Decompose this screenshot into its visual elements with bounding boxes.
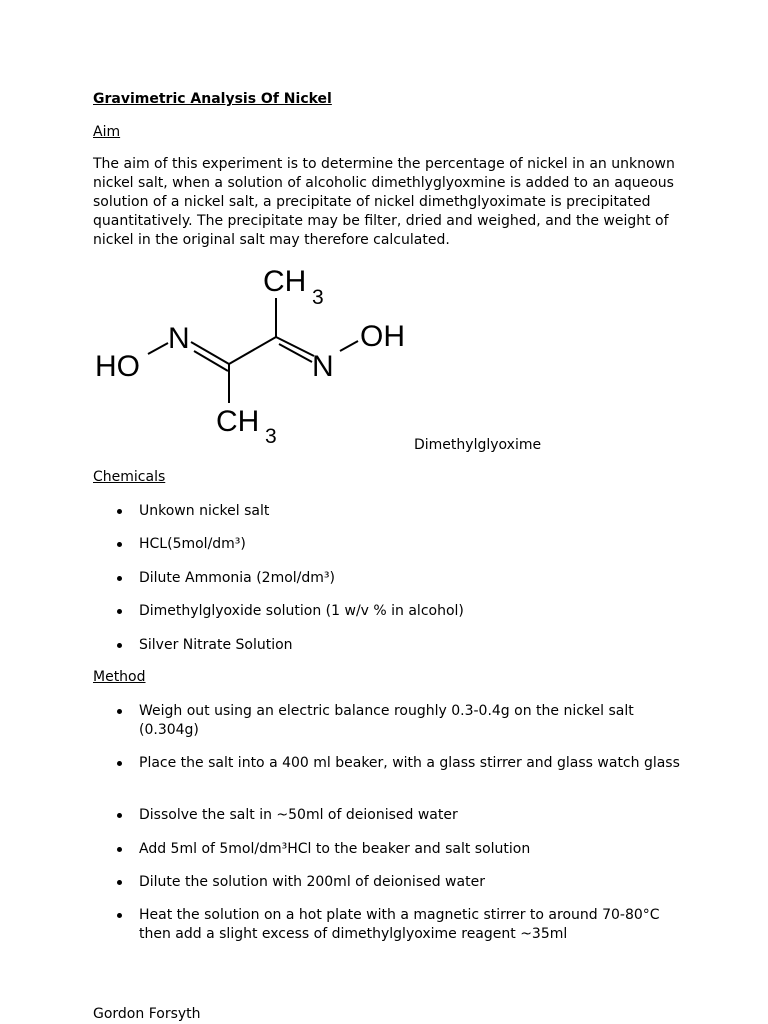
page-title: Gravimetric Analysis Of Nickel (93, 91, 332, 107)
ch3-top-label: CH (263, 265, 307, 298)
dimethylglyoxime-structure (88, 258, 428, 448)
list-item: Place the salt into a 400 ml beaker, with a glass stirrer and glass watch glass (139, 754, 684, 773)
aim-paragraph: The aim of this experiment is to determine the percentage of nickel in an unknown nickel salt, when a solution of alcoholic dimethlyglyoxmine is added to an aqueous solution of a nickel salt, a precipitate of nickel dimethglyoximate is precipitated quantitatively. The precipitate may be filter, dried and weighed, and the weight of nickel in the original salt may therefore calculated. (93, 156, 675, 248)
list-item: Weigh out using an electric balance roughly 0.3-0.4g on the nickel salt (0.304g) (139, 702, 684, 740)
oh-right-label: OH (360, 320, 405, 353)
method-heading: Method (93, 669, 146, 685)
aim-heading: Aim (93, 124, 121, 140)
n-left-label: N (168, 322, 190, 355)
chemicals-heading: Chemicals (93, 469, 166, 485)
list-item: Unkown nickel salt (139, 502, 684, 521)
list-item: Heat the solution on a hot plate with a magnetic stirrer to around 70-80°C then add a slight excess of dimethylglyoxime reagent ~35ml (139, 906, 684, 944)
ch3-top-subscript: 3 (312, 286, 324, 309)
ch3-bottom-subscript: 3 (265, 425, 277, 448)
n-right-label: N (312, 350, 334, 383)
ho-left-label: HO (95, 350, 140, 383)
molecule-caption: Dimethylglyoxime (414, 437, 542, 453)
ch3-bottom-label: CH (216, 405, 260, 438)
author-footer: Gordon Forsyth (93, 1006, 201, 1022)
list-item: Silver Nitrate Solution (139, 636, 684, 655)
list-item: Dilute Ammonia (2mol/dm³) (139, 569, 684, 588)
list-item: Dissolve the salt in ~50ml of deionised water (139, 806, 684, 825)
list-item: HCL(5mol/dm³) (139, 535, 684, 554)
list-item: Dimethylglyoxide solution (1 w/v % in alcohol) (139, 602, 684, 621)
list-item: Add 5ml of 5mol/dm³HCl to the beaker and salt solution (139, 840, 684, 859)
list-item: Dilute the solution with 200ml of deionised water (139, 873, 684, 892)
